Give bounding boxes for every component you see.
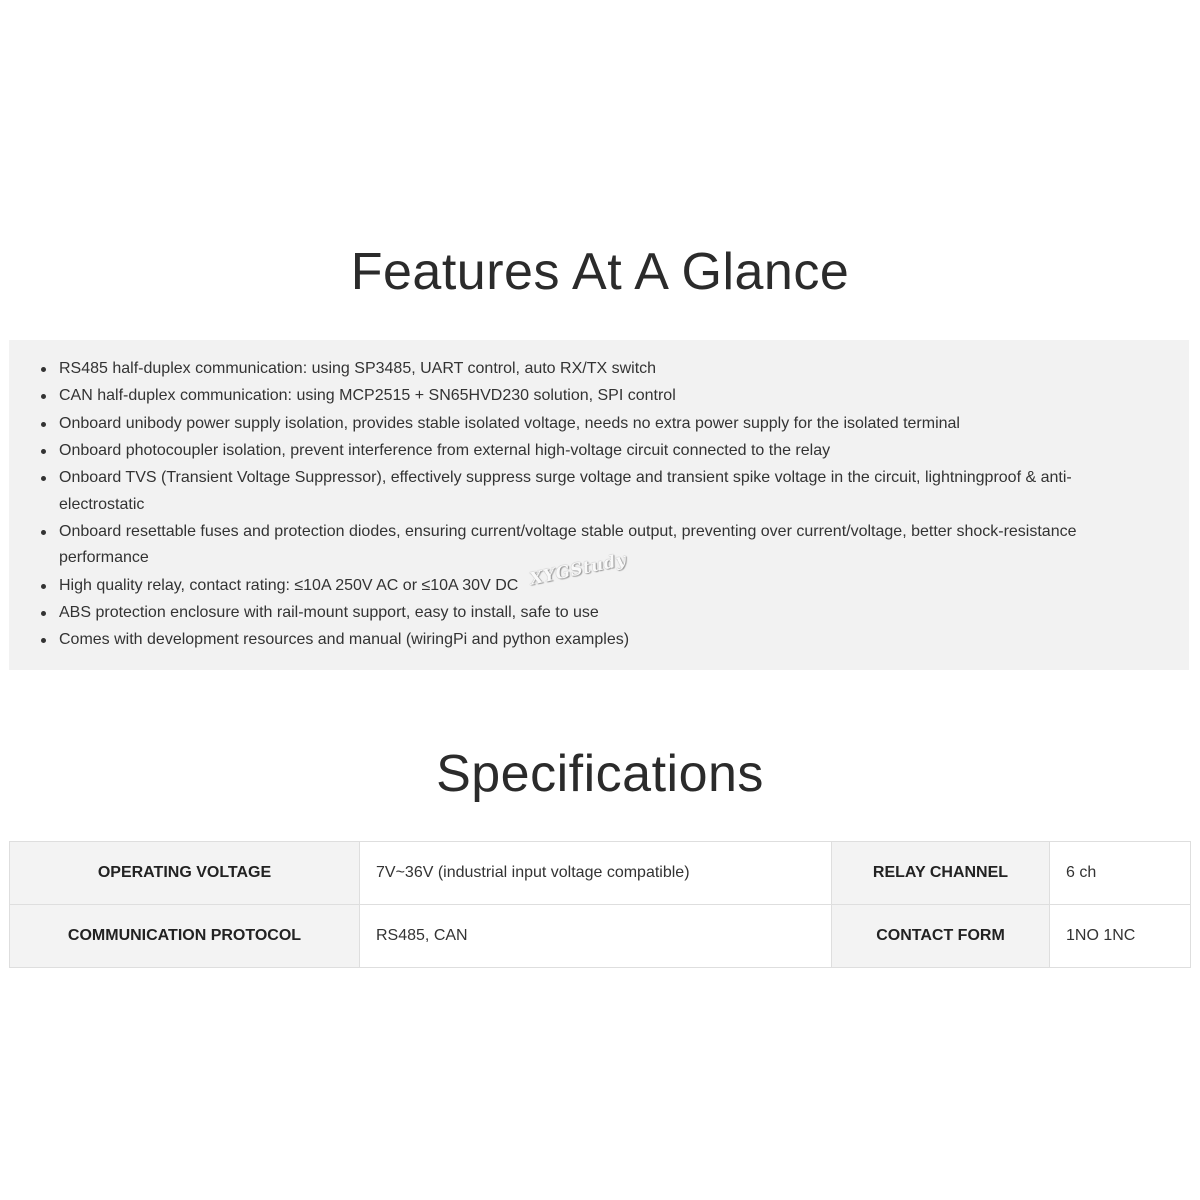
table-row xyxy=(10,905,1191,968)
spec-label: COMMUNICATION PROTOCOL xyxy=(10,905,360,968)
spec-value: 1NO 1NC xyxy=(1050,905,1191,968)
feature-item: Comes with development resources and manual (wiringPi and python examples) xyxy=(39,627,1119,654)
specifications-table xyxy=(9,841,1191,968)
feature-item: Onboard unibody power supply isolation, provides stable isolated voltage, needs no extra power supply for the isolated terminal xyxy=(39,411,1119,438)
spec-label: CONTACT FORM xyxy=(832,905,1050,968)
spec-value: RS485, CAN xyxy=(360,905,832,968)
features-panel xyxy=(9,340,1189,670)
spec-value: 6 ch xyxy=(1050,842,1191,905)
spec-label: RELAY CHANNEL xyxy=(832,842,1050,905)
feature-item: Onboard TVS (Transient Voltage Suppressor), effectively suppress surge voltage and transient spike voltage in the circuit, lightningproof & anti-electrostatic xyxy=(39,465,1119,518)
feature-item: High quality relay, contact rating: ≤10A 250V AC or ≤10A 30V DC xyxy=(39,573,1119,600)
features-list xyxy=(39,356,1119,655)
feature-item: RS485 half-duplex communication: using SP3485, UART control, auto RX/TX switch xyxy=(39,356,1119,383)
spec-label: OPERATING VOLTAGE xyxy=(10,842,360,905)
spec-value: 7V~36V (industrial input voltage compatible) xyxy=(360,842,832,905)
feature-item: Onboard photocoupler isolation, prevent interference from external high-voltage circuit connected to the relay xyxy=(39,438,1119,465)
table-row xyxy=(10,842,1191,905)
feature-item: Onboard resettable fuses and protection diodes, ensuring current/voltage stable output, preventing over current/voltage, better shock-resistance performance xyxy=(39,519,1119,572)
features-title: Features At A Glance xyxy=(350,243,850,301)
feature-item: CAN half-duplex communication: using MCP2515 + SN65HVD230 solution, SPI control xyxy=(39,383,1119,410)
feature-item: ABS protection enclosure with rail-mount support, easy to install, safe to use xyxy=(39,600,1119,627)
specifications-title: Specifications xyxy=(436,745,764,803)
watermark: XYGStudy xyxy=(527,549,629,590)
